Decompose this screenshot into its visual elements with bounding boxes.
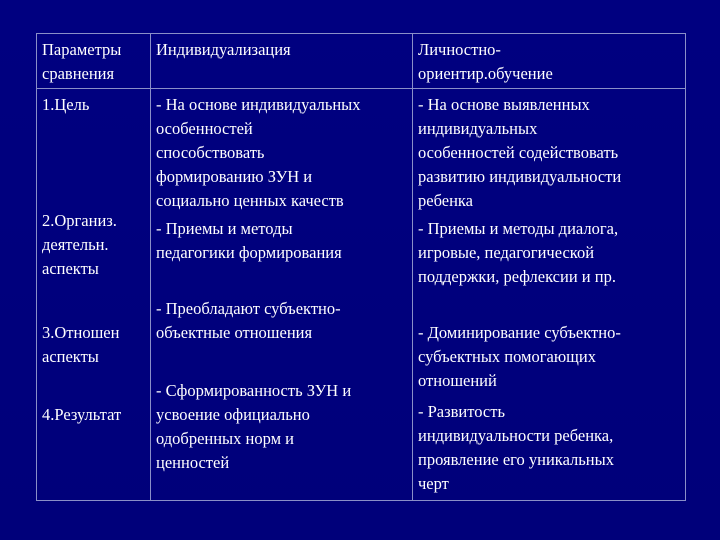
- row-label-goal: 1.Цель: [42, 95, 90, 114]
- header-parameters: Параметры сравнения: [42, 40, 122, 83]
- individualization-goal: - На основе индивидуальных особенностей способствовать формированию ЗУН и социально ценных качеств: [156, 95, 361, 210]
- column-divider-2: [412, 33, 413, 501]
- row-label-result: 4.Результат: [42, 405, 122, 424]
- row-label-organization: 2.Организ. деятельн. аспекты: [42, 211, 117, 278]
- personal-goal: - На основе выявленных индивидуальных особенностей содействовать развитию индивидуальности ребенка: [418, 95, 622, 210]
- row-label-relations: 3.Отношен аспекты: [42, 323, 120, 366]
- header-individualization: Индивидуализация: [156, 40, 291, 59]
- personal-relations: - Доминирование субъектно- субъектных помогающих отношений: [418, 323, 621, 390]
- header-divider: [36, 88, 686, 89]
- individualization-relations: - Преобладают субъектно- объектные отношения: [156, 299, 341, 342]
- personal-result: - Развитость индивидуальности ребенка, проявление его уникальных черт: [418, 402, 614, 493]
- individualization-result: - Сформированность ЗУН и усвоение официально одобренных норм и ценностей: [156, 381, 352, 472]
- personal-organization: - Приемы и методы диалога, игровые, педагогической поддержки, рефлексии и пр.: [418, 219, 619, 286]
- column-divider-1: [150, 33, 151, 501]
- header-personal-oriented: Личностно- ориентир.обучение: [418, 40, 553, 83]
- individualization-organization: - Приемы и методы педагогики формирования: [156, 219, 342, 262]
